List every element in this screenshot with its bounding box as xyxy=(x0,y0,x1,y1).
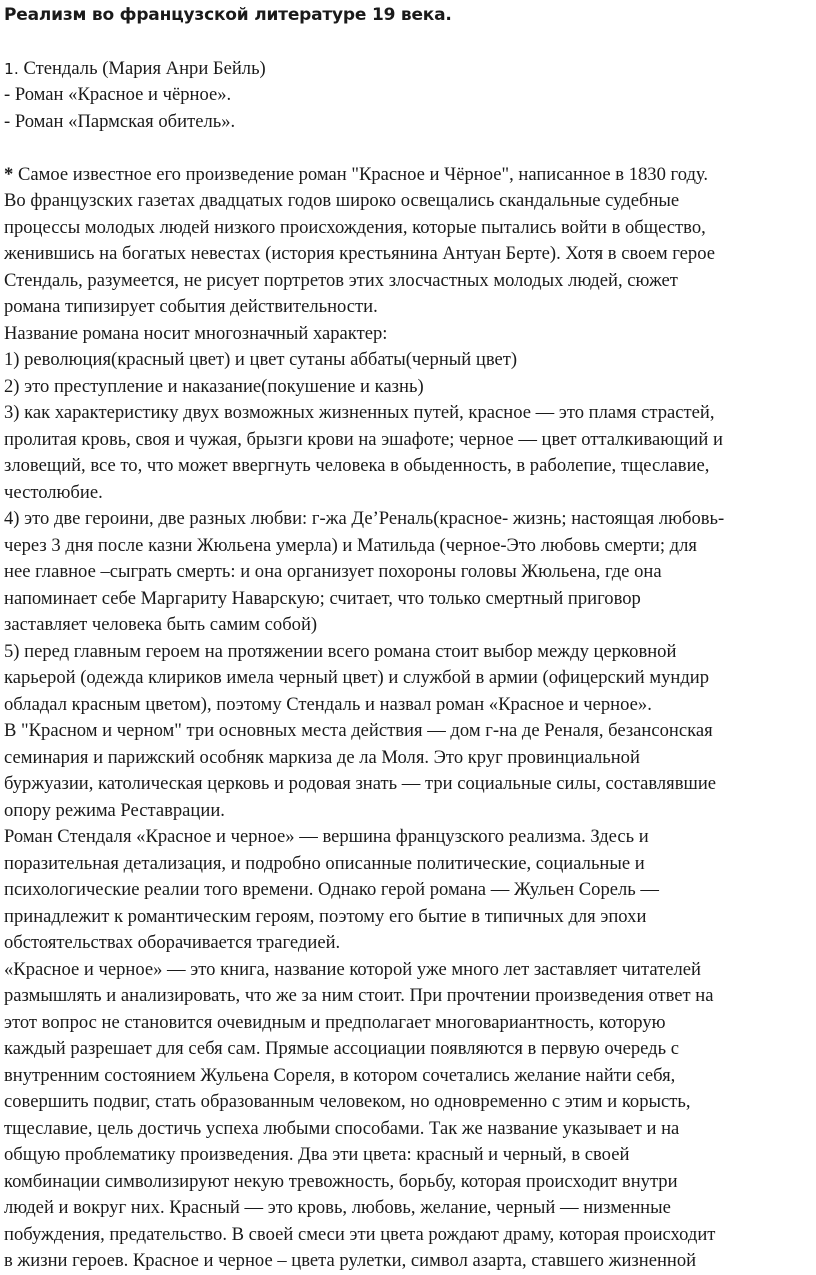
text-line: Роман Стендаля «Красное и черное» — вершина французского реализма. Здесь и xyxy=(4,826,649,847)
text-line: размышлять и анализировать, что же за ним стоит. При прочтении произведения ответ на xyxy=(4,985,714,1006)
text-line: 4) это две героини, две разных любви: г-жа Де’Реналь(красное- жизнь; настоящая любовь- xyxy=(4,508,725,529)
text-line: заставляет человека быть самим собой) xyxy=(4,614,318,635)
text-line: побуждения, предательство. В своей смеси эти цвета рождают драму, которая происходит xyxy=(4,1223,716,1245)
text-line: комбинации символизируют некую тревожность, борьбу, которая происходит внутри xyxy=(4,1170,678,1192)
text-line: буржуазии, католическая церковь и родовая знать — три социальные силы, составлявшие xyxy=(4,773,717,794)
author-header xyxy=(4,56,812,83)
text-line: принадлежит к романтическим героям, поэтому его бытие в типичных для эпохи xyxy=(4,905,647,927)
body-text xyxy=(4,188,812,1275)
text-line: Название романа носит многозначный характер: xyxy=(4,322,388,344)
text-line: через 3 дня после казни Жюльена умерла) и Матильда (черное-Это любовь смерти; для xyxy=(4,534,697,556)
text-line: внутренним состоянием Жульена Сореля, в котором сочетались желание найти себя, xyxy=(4,1064,676,1086)
text-line: Стендаль, разумеется, не рисует портретов этих злосчастных молодых людей, сюжет xyxy=(4,269,678,291)
text-line: поразительная детализация, и подробно описанные политические, социальные и xyxy=(4,852,645,874)
text-line: 2) это преступление и наказание(покушение и казнь) xyxy=(4,375,424,397)
text-line: напоминает себе Маргариту Наварскую; считает, что только смертный приговор xyxy=(4,587,641,609)
text-line: 1) революция(красный цвет) и цвет сутаны аббаты(черный цвет) xyxy=(4,349,518,370)
text-line: людей и вокруг них. Красный — это кровь, любовь, желание, черный — низменные xyxy=(4,1197,671,1218)
text-line: семинария и парижский особняк маркиза де ла Моля. Это круг провинциальной xyxy=(4,746,640,768)
text-line: каждый разрешает для себя сам. Прямые ассоциации появляются в первую очередь с xyxy=(4,1038,679,1059)
text-line: романа типизирует события действительности. xyxy=(4,296,378,317)
text-line: зловещий, все то, что может ввергнуть человека в обыденность, в раболепие, тщеславие, xyxy=(4,455,710,476)
blank-line xyxy=(4,135,812,162)
work-item: - Роман «Красное и чёрное». xyxy=(4,84,232,105)
text-line: обладал красным цветом), поэтому Стендаль и назвал роман «Красное и черное». xyxy=(4,693,652,715)
text-line: психологические реалии того времени. Однако герой романа — Жульен Сорель — xyxy=(4,879,660,900)
text-line: «Красное и черное» — это книга, название которой уже много лет заставляет читателей xyxy=(4,958,701,980)
text-line: В "Красном и черном" три основных места действия — дом г-на де Реналя, безансонская xyxy=(4,720,713,741)
text-line: совершить подвиг, стать образованным человеком, но одновременно с этим и корысть, xyxy=(4,1091,691,1112)
text-line: в жизни героев. Красное и черное – цвета рулетки, символ азарта, ставшего жизненной xyxy=(4,1250,697,1271)
text-line: честолюбие. xyxy=(4,481,103,503)
author-name: Стендаль (Мария Анри Бейль) xyxy=(18,57,266,79)
text-line: 5) перед главным героем на протяжении всего романа стоит выбор между церковной xyxy=(4,640,677,662)
star-line xyxy=(4,162,812,189)
text-line: 3) как характеристику двух возможных жизненных путей, красное — это пламя страстей, xyxy=(4,402,715,423)
blank-line xyxy=(4,29,812,56)
text-line: опору режима Реставрации. xyxy=(4,799,225,821)
text-line: Во французских газетах двадцатых годов широко освещались скандальные судебные xyxy=(4,190,680,211)
text-line: карьерой (одежда клириков имела черный цвет) и службой в армии (офицерский мундир xyxy=(4,667,710,688)
text-line: тщеславие, цель достичь успеха любыми способами. Так же название указывает и на xyxy=(4,1117,680,1139)
star-line-text: Самое известное его произведение роман "Красное и Чёрное", написанное в 1830 году. xyxy=(13,163,709,185)
text-line: этот вопрос не становится очевидным и предполагает многовариантность, которую xyxy=(4,1011,666,1033)
text-line: обстоятельствах оборачивается трагедией. xyxy=(4,932,341,953)
text-line: общую проблематику произведения. Два эти цвета: красный и черный, в своей xyxy=(4,1144,630,1165)
text-line: процессы молодых людей низкого происхождения, которые пытались войти в общество, xyxy=(4,216,706,238)
text-line: женившись на богатых невестах (история крестьянина Антуан Берте). Хотя в своем герое xyxy=(4,243,716,264)
text-line: пролитая кровь, своя и чужая, брызги крови на эшафоте; черное — цвет отталкивающий и xyxy=(4,428,723,450)
star-marker: * xyxy=(4,163,14,185)
work-item: - Роман «Пармская обитель». xyxy=(4,110,236,132)
text-line: нее главное –сыграть смерть: и она организует похороны головы Жюльена, где она xyxy=(4,561,662,582)
document-title: Реализм во французской литературе 19 века. xyxy=(4,5,452,25)
author-number: 1. xyxy=(4,59,19,78)
